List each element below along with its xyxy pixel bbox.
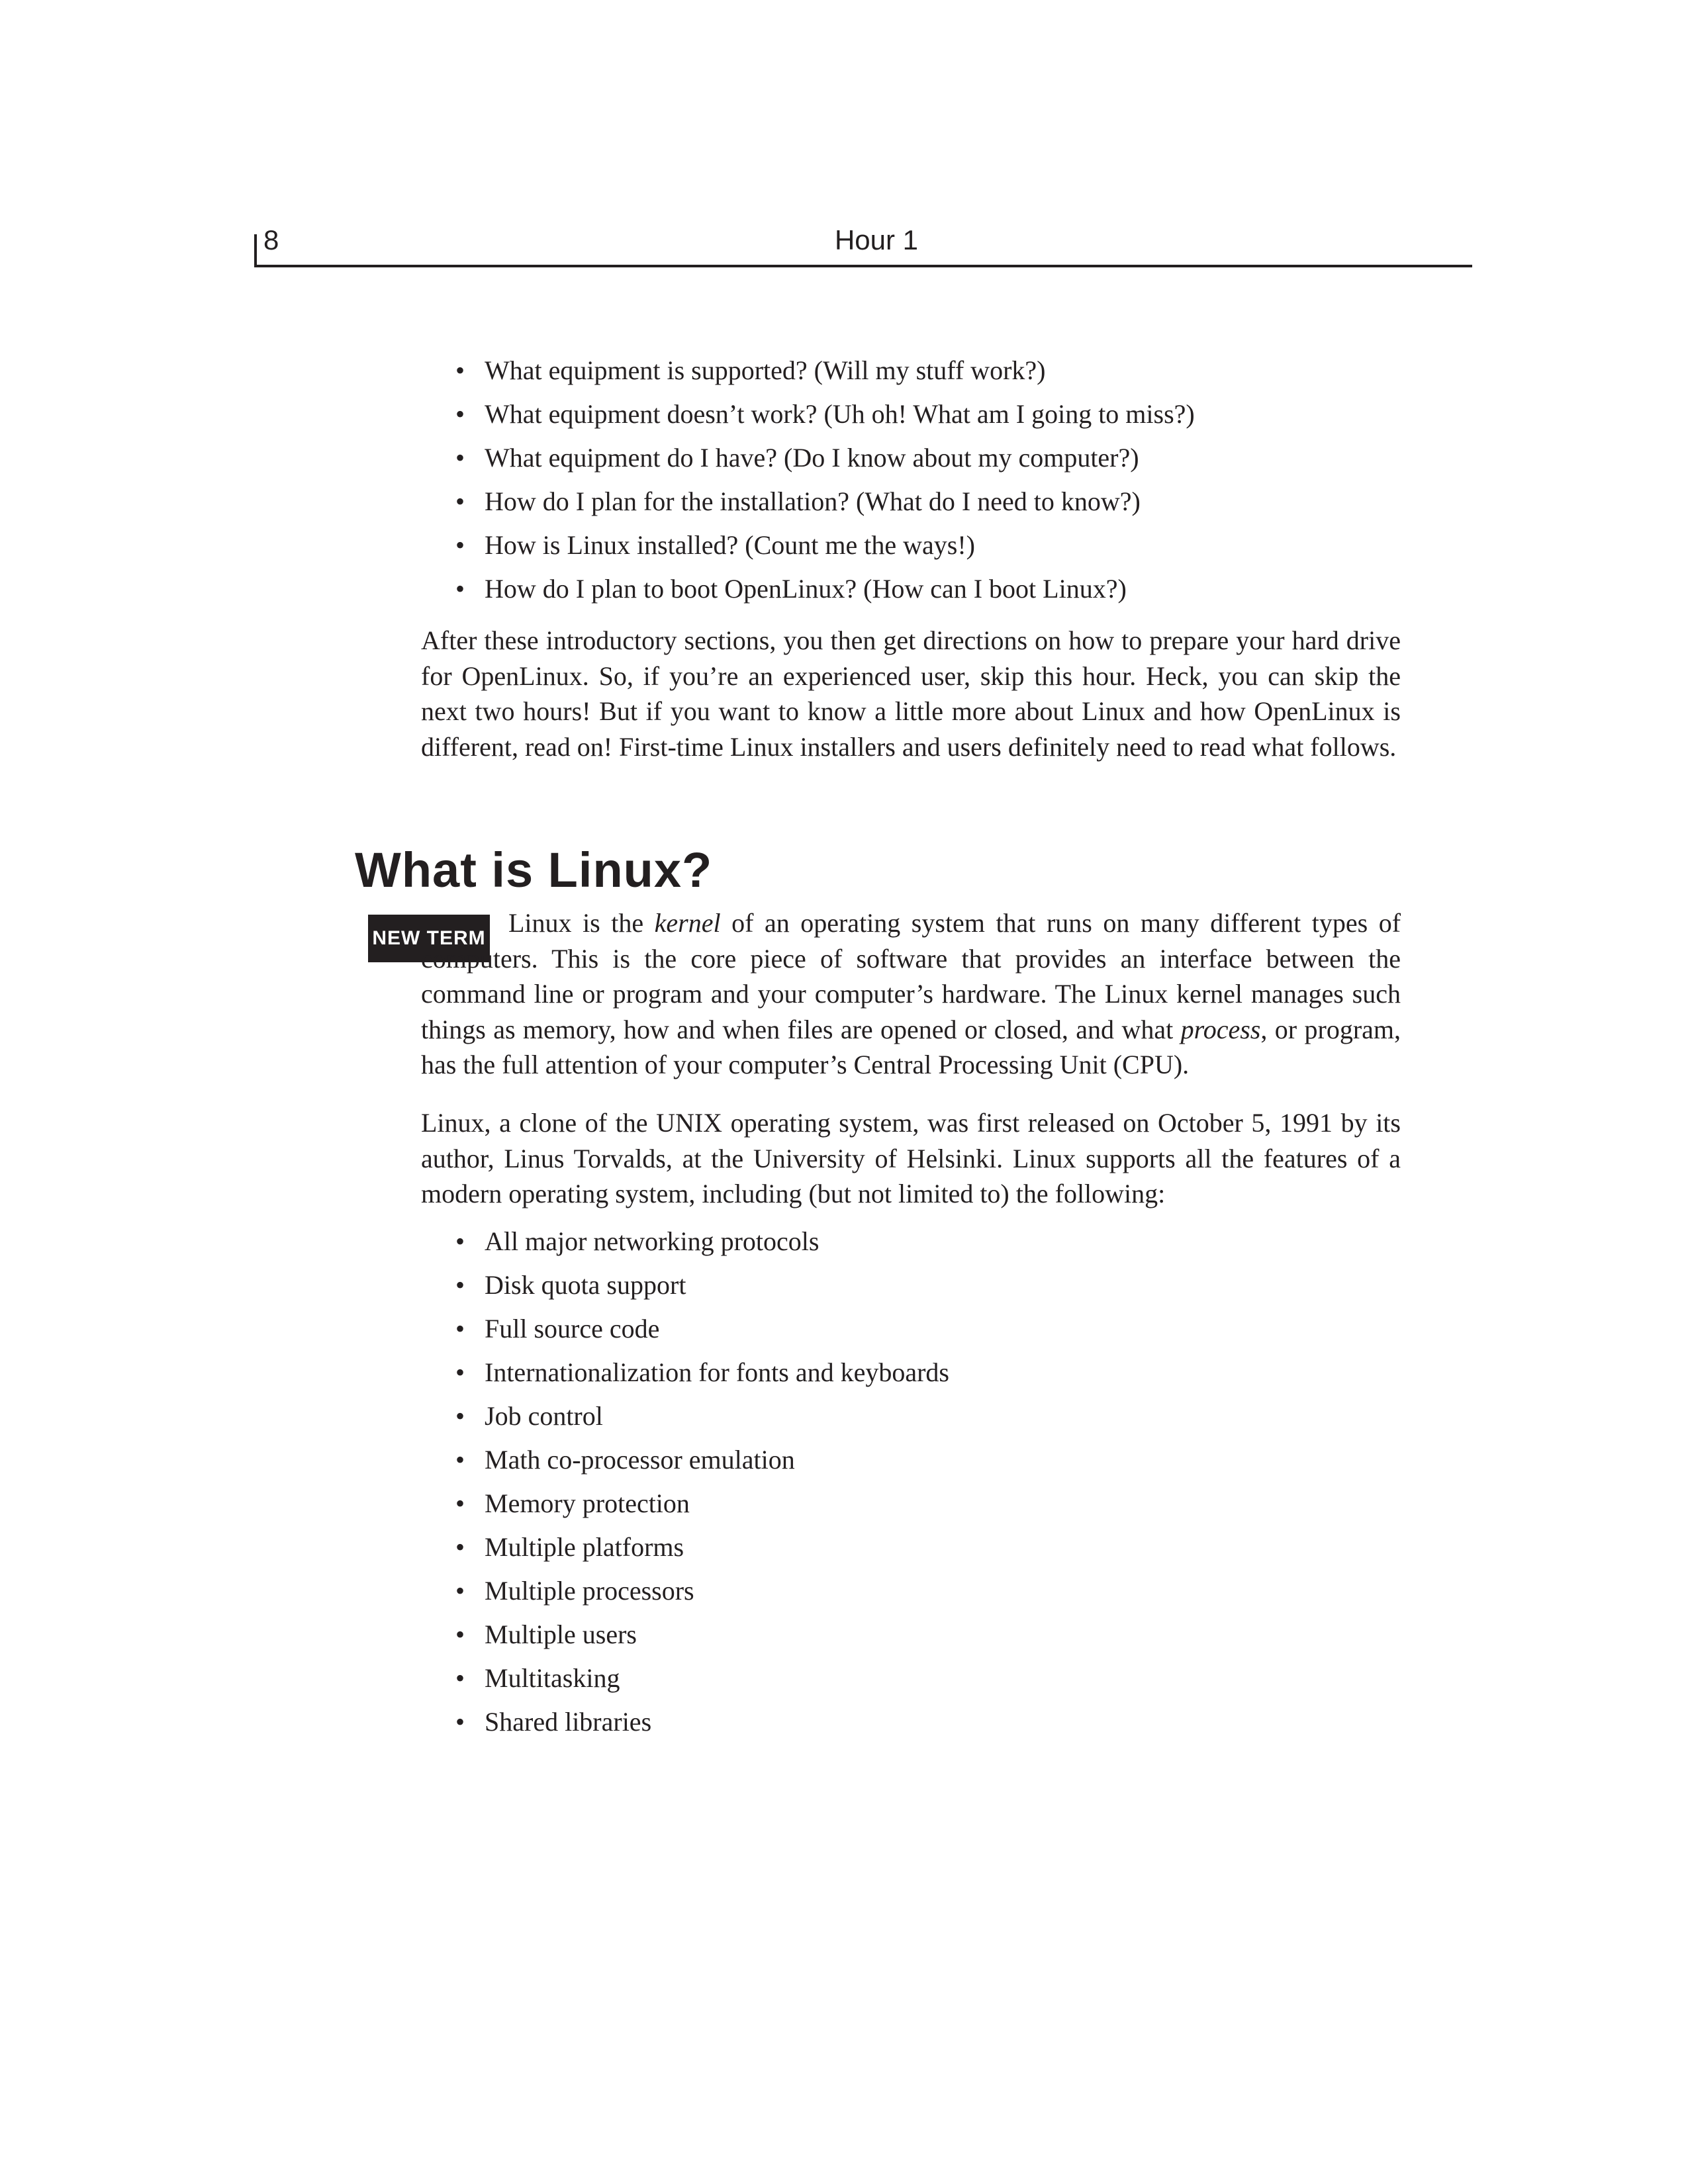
list-item: • Math co-processor emulation <box>450 1444 949 1476</box>
paragraph-text: Linux is the <box>508 908 655 938</box>
list-item: • How is Linux installed? (Count me the ways!) <box>450 529 1195 561</box>
running-head: Hour 1 <box>834 224 919 255</box>
feature-list <box>450 1226 949 1750</box>
list-item: • Multiple platforms <box>450 1531 949 1563</box>
list-item: • How do I plan to boot OpenLinux? (How can I boot Linux?) <box>450 573 1195 605</box>
list-item: • Shared libraries <box>450 1706 949 1738</box>
list-item: • Disk quota support <box>450 1269 949 1301</box>
list-item: • Multitasking <box>450 1662 949 1694</box>
list-item: • How do I plan for the installation? (What do I need to know?) <box>450 486 1195 518</box>
new-term-badge: NEW TERM <box>368 915 490 962</box>
intro-question-list <box>450 355 1195 617</box>
page-number: 8 <box>263 224 279 255</box>
paragraph-text: of an operating system that runs on many different types of computers. This is the core piece of software that provides an interface between the command line or program and your computer’s hardware. The Linux kernel manages such things as memory, how and when files are opened or closed, and what <box>421 908 1401 1044</box>
list-item: • Memory protection <box>450 1488 949 1520</box>
list-item: • Multiple users <box>450 1619 949 1651</box>
list-item: • What equipment do I have? (Do I know about my computer?) <box>450 442 1195 474</box>
section-heading: What is Linux? <box>355 842 713 897</box>
linux-history-paragraph: Linux, a clone of the UNIX operating system, was first released on October 5, 1991 by its author, Linus Torvalds, at the University of Helsinki. Linux supports all the features of a modern operating system, including (but not limited to) the following: <box>421 1108 1401 1208</box>
intro-paragraph: After these introductory sections, you then get directions on how to prepare your hard drive for OpenLinux. So, if you’re an experienced user, skip this hour. Heck, you can skip the next two hours! But if you want to know a little more about Linux and how OpenLinux is different, read on! First-time Linux installers and users definitely need to read what follows. <box>421 625 1401 762</box>
list-item: • All major networking protocols <box>450 1226 949 1257</box>
list-item: • Internationalization for fonts and keyboards <box>450 1357 949 1388</box>
list-item: • Full source code <box>450 1313 949 1345</box>
list-item: • What equipment is supported? (Will my stuff work?) <box>450 355 1195 387</box>
paragraph-text: , or program, has the full attention of your computer’s Central Processing Unit (CPU). <box>421 1014 1401 1079</box>
term-kernel: kernel <box>654 908 721 938</box>
list-item: • What equipment doesn’t work? (Uh oh! What am I going to miss?) <box>450 398 1195 430</box>
list-item: • Multiple processors <box>450 1575 949 1607</box>
new-term-paragraph <box>421 905 1401 1083</box>
term-process: process <box>1180 1014 1261 1044</box>
list-item: • Job control <box>450 1400 949 1432</box>
header-rule <box>254 265 1472 267</box>
